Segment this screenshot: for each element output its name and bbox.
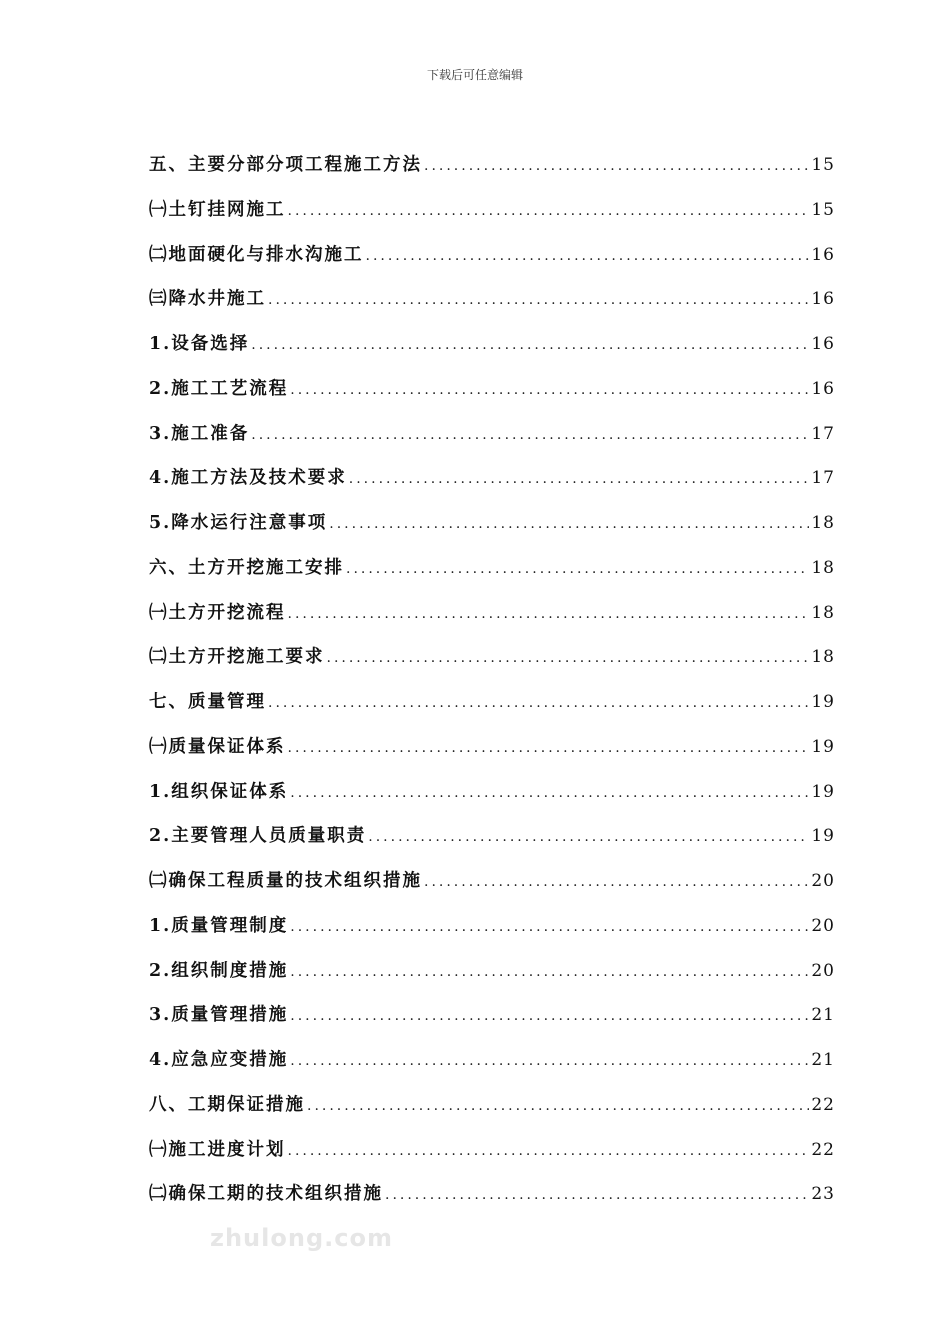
toc-dot-leader bbox=[290, 909, 809, 945]
toc-entry[interactable] bbox=[149, 595, 835, 640]
toc-entry[interactable] bbox=[149, 818, 835, 863]
toc-entry-title: 2.主要管理人员质量职责 bbox=[149, 826, 367, 847]
toc-entry[interactable] bbox=[149, 863, 835, 908]
toc-dot-leader bbox=[288, 193, 810, 229]
toc-entry-page-number: 16 bbox=[811, 289, 835, 310]
toc-entry[interactable] bbox=[149, 550, 835, 595]
toc-dot-leader bbox=[327, 640, 810, 676]
toc-entry-page-number: 18 bbox=[811, 647, 835, 668]
toc-entry[interactable] bbox=[149, 997, 835, 1042]
toc-entry[interactable] bbox=[149, 416, 835, 461]
toc-entry[interactable] bbox=[149, 281, 835, 326]
table-of-contents bbox=[149, 147, 835, 1221]
toc-dot-leader bbox=[268, 685, 809, 721]
toc-entry-title: 七、质量管理 bbox=[149, 692, 266, 712]
toc-entry-title: 2.组织制度措施 bbox=[149, 960, 289, 981]
toc-dot-leader bbox=[251, 327, 809, 363]
toc-entry-title: 1.组织保证体系 bbox=[149, 781, 289, 802]
toc-entry[interactable] bbox=[149, 684, 835, 729]
toc-entry-page-number: 17 bbox=[811, 468, 835, 489]
toc-entry-page-number: 20 bbox=[811, 915, 835, 936]
toc-entry-title: 1.质量管理制度 bbox=[149, 915, 289, 936]
toc-entry-page-number: 18 bbox=[811, 602, 835, 623]
toc-dot-leader bbox=[251, 417, 809, 453]
toc-dot-leader bbox=[346, 551, 809, 587]
toc-entry-title: ㈠土钉挂网施工 bbox=[149, 199, 286, 220]
toc-entry-page-number: 19 bbox=[811, 826, 835, 847]
toc-dot-leader bbox=[349, 461, 810, 497]
toc-entry[interactable] bbox=[149, 326, 835, 371]
toc-entry-page-number: 23 bbox=[811, 1184, 835, 1205]
toc-entry[interactable] bbox=[149, 371, 835, 416]
toc-entry[interactable] bbox=[149, 237, 835, 282]
toc-entry-page-number: 22 bbox=[811, 1094, 835, 1115]
toc-entry-title: ㈡确保工期的技术组织措施 bbox=[149, 1184, 383, 1205]
toc-entry[interactable] bbox=[149, 908, 835, 953]
toc-entry[interactable] bbox=[149, 460, 835, 505]
toc-entry[interactable] bbox=[149, 1176, 835, 1221]
toc-entry-title: ㈡确保工程质量的技术组织措施 bbox=[149, 871, 422, 891]
toc-entry-page-number: 16 bbox=[811, 334, 835, 354]
toc-dot-leader bbox=[290, 954, 809, 990]
toc-entry[interactable] bbox=[149, 639, 835, 684]
toc-entry-title: 2.施工工艺流程 bbox=[149, 378, 289, 399]
toc-dot-leader bbox=[290, 1043, 809, 1079]
toc-dot-leader bbox=[268, 282, 809, 318]
toc-entry-page-number: 21 bbox=[811, 1005, 835, 1026]
toc-entry[interactable] bbox=[149, 1087, 835, 1132]
toc-entry[interactable] bbox=[149, 1132, 835, 1177]
toc-entry-page-number: 15 bbox=[811, 199, 835, 220]
toc-entry-page-number: 22 bbox=[811, 1139, 835, 1160]
toc-entry[interactable] bbox=[149, 953, 835, 998]
toc-dot-leader bbox=[368, 819, 809, 855]
toc-entry[interactable] bbox=[149, 192, 835, 237]
toc-entry-title: ㈠土方开挖流程 bbox=[149, 602, 286, 623]
toc-entry-page-number: 17 bbox=[811, 423, 835, 444]
toc-entry-page-number: 20 bbox=[811, 960, 835, 981]
toc-entry-title: 3.质量管理措施 bbox=[149, 1005, 289, 1026]
toc-entry-title: 八、工期保证措施 bbox=[149, 1094, 305, 1115]
toc-dot-leader bbox=[307, 1088, 809, 1124]
toc-entry-page-number: 16 bbox=[811, 378, 835, 399]
toc-entry-title: 5.降水运行注意事项 bbox=[149, 513, 328, 533]
toc-entry-page-number: 21 bbox=[811, 1050, 835, 1070]
header-note: 下载后可任意编辑 bbox=[426, 68, 523, 82]
toc-entry-page-number: 20 bbox=[811, 871, 835, 891]
toc-dot-leader bbox=[290, 998, 809, 1034]
toc-entry-page-number: 18 bbox=[811, 513, 835, 533]
toc-dot-leader bbox=[424, 864, 809, 900]
toc-dot-leader bbox=[366, 238, 810, 274]
toc-entry[interactable] bbox=[149, 774, 835, 819]
toc-dot-leader bbox=[424, 148, 809, 184]
toc-entry-title: 4.施工方法及技术要求 bbox=[149, 468, 347, 489]
toc-entry[interactable] bbox=[149, 147, 835, 192]
toc-dot-leader bbox=[329, 506, 809, 542]
toc-entry-page-number: 19 bbox=[811, 736, 835, 757]
toc-entry-page-number: 15 bbox=[811, 155, 835, 175]
toc-entry-title: ㈠质量保证体系 bbox=[149, 736, 286, 757]
toc-dot-leader bbox=[290, 775, 809, 811]
toc-entry-page-number: 18 bbox=[811, 557, 835, 578]
toc-entry-title: ㈡土方开挖施工要求 bbox=[149, 647, 325, 668]
toc-entry-title: ㈠施工进度计划 bbox=[149, 1139, 286, 1160]
toc-entry-title: 五、主要分部分项工程施工方法 bbox=[149, 155, 422, 175]
toc-dot-leader bbox=[288, 730, 810, 766]
toc-entry-title: 1.设备选择 bbox=[149, 334, 250, 354]
toc-dot-leader bbox=[288, 596, 810, 632]
toc-dot-leader bbox=[288, 1133, 810, 1169]
toc-entry-title: 3.施工准备 bbox=[149, 423, 250, 444]
toc-entry[interactable] bbox=[149, 1042, 835, 1087]
watermark: zhulong.com bbox=[210, 1224, 393, 1252]
toc-entry-title: ㈡地面硬化与排水沟施工 bbox=[149, 244, 364, 265]
toc-entry[interactable] bbox=[149, 729, 835, 774]
toc-entry[interactable] bbox=[149, 505, 835, 550]
toc-entry-page-number: 19 bbox=[811, 692, 835, 712]
toc-entry-title: 4.应急应变措施 bbox=[149, 1050, 289, 1070]
toc-entry-title: ㈢降水井施工 bbox=[149, 289, 266, 310]
toc-dot-leader bbox=[385, 1177, 809, 1213]
toc-dot-leader bbox=[290, 372, 809, 408]
toc-entry-page-number: 19 bbox=[811, 781, 835, 802]
toc-entry-page-number: 16 bbox=[811, 244, 835, 265]
toc-entry-title: 六、土方开挖施工安排 bbox=[149, 557, 344, 578]
